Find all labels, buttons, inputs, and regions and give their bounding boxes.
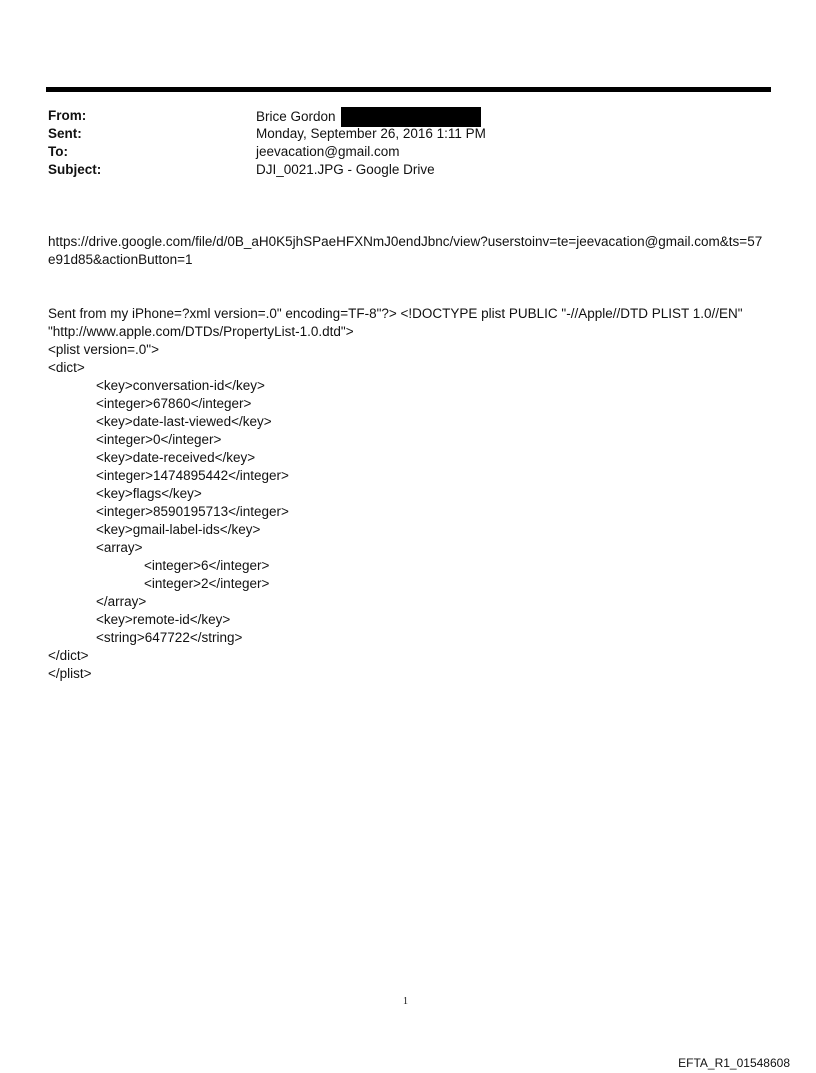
page-number: 1 — [403, 996, 408, 1007]
from-label: From: — [48, 108, 87, 123]
body-line: <plist version=.0"> — [48, 342, 159, 357]
message-body — [48, 305, 778, 683]
bates-number: EFTA_R1_01548608 — [678, 1056, 790, 1070]
body-line: <dict> — [48, 360, 85, 375]
sender-name: Brice Gordon — [256, 109, 336, 124]
subject-label: Subject: — [48, 162, 102, 177]
subject-value: DJI_0021.JPG - Google Drive — [256, 162, 435, 177]
body-line: <key>gmail-label-ids</key> — [96, 522, 261, 537]
header-divider — [46, 87, 771, 92]
body-line: <integer>6</integer> — [144, 558, 270, 573]
body-line: <array> — [96, 540, 143, 555]
body-line: Sent from my iPhone=?xml version=.0" encoding=TF-8"?> <!DOCTYPE plist PUBLIC "-//Apple//DTD PLIST 1.0//EN" — [48, 306, 743, 321]
body-line: <integer>2</integer> — [144, 576, 270, 591]
body-line: <integer>67860</integer> — [96, 396, 252, 411]
body-line: <key>flags</key> — [96, 486, 202, 501]
sent-value: Monday, September 26, 2016 1:11 PM — [256, 126, 486, 141]
body-line: </array> — [96, 594, 147, 609]
to-label: To: — [48, 144, 68, 159]
drive-link[interactable] — [48, 233, 778, 269]
body-line: <integer>1474895442</integer> — [96, 468, 289, 483]
to-value: jeevacation@gmail.com — [256, 144, 400, 159]
body-line: <key>conversation-id</key> — [96, 378, 265, 393]
body-line: "http://www.apple.com/DTDs/PropertyList-1.0.dtd"> — [48, 324, 354, 339]
redaction-box — [341, 107, 481, 127]
url-line: https://drive.google.com/file/d/0B_aH0K5jhSPaeHFXNmJ0endJbnc/view?userstoinv=te=jeevacation@gmail.com&ts=57 — [48, 234, 763, 249]
sent-label: Sent: — [48, 126, 82, 141]
body-line: </dict> — [48, 648, 89, 663]
body-line: </plist> — [48, 666, 92, 681]
from-value — [256, 107, 481, 127]
body-line: <string>647722</string> — [96, 630, 243, 645]
body-line: <key>date-last-viewed</key> — [96, 414, 272, 429]
body-line: <key>date-received</key> — [96, 450, 256, 465]
body-line: <key>remote-id</key> — [96, 612, 231, 627]
url-line: e91d85&actionButton=1 — [48, 252, 193, 267]
body-line: <integer>0</integer> — [96, 432, 222, 447]
body-line: <integer>8590195713</integer> — [96, 504, 289, 519]
